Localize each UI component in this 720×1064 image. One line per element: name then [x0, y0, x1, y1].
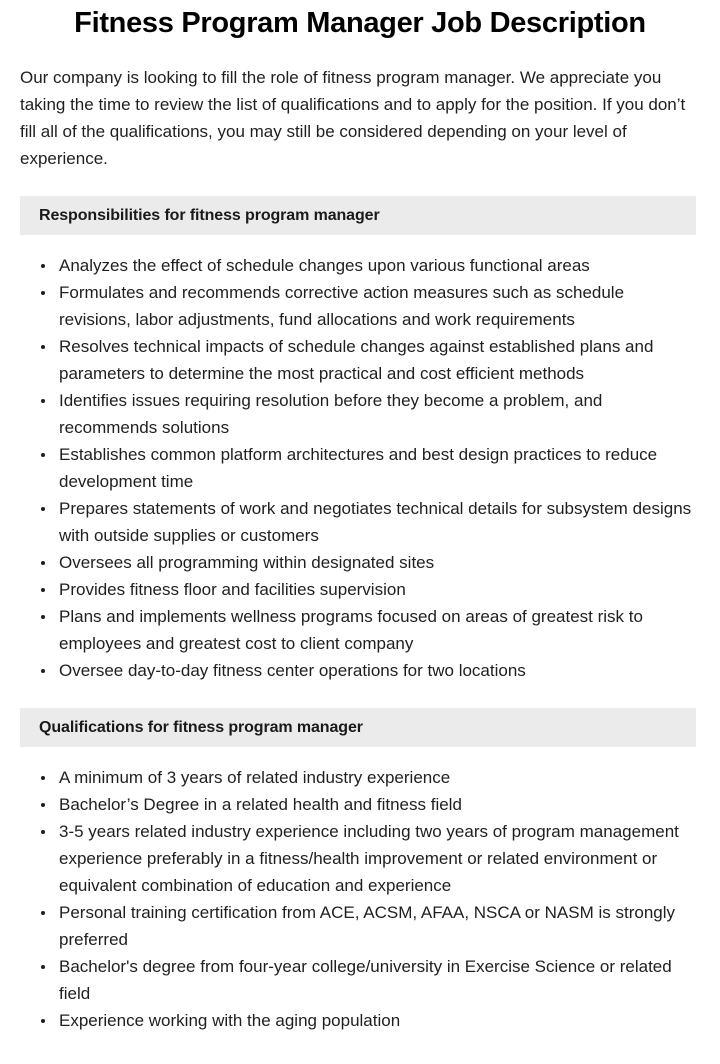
- list-item: Bachelor’s Degree in a related health and fitness field: [0, 791, 696, 818]
- section-header-responsibilities: [20, 196, 696, 235]
- list-item: Provides fitness floor and facilities supervision: [0, 576, 696, 603]
- list-item: Personal training certification from ACE, ACSM, AFAA, NSCA or NASM is strongly preferred: [0, 899, 696, 953]
- list-item: Establishes common platform architectures and best design practices to reduce development time: [0, 441, 696, 495]
- section-heading-label: Qualifications for fitness program manager: [39, 718, 363, 736]
- intro-paragraph: Our company is looking to fill the role of fitness program manager. We appreciate you taking the time to review the list of qualifications and to apply for the position. If you don’t fill all of the qualifications, you may still be considered depending on your level of experience.: [20, 68, 686, 168]
- qualifications-list: [0, 747, 720, 1034]
- list-item: A minimum of 3 years of related industry experience: [0, 764, 696, 791]
- list-item: Oversees all programming within designated sites: [0, 549, 696, 576]
- list-item: Resolves technical impacts of schedule changes against established plans and parameters to determine the most practical and cost efficient methods: [0, 333, 696, 387]
- list-item: Bachelor's degree from four-year college/university in Exercise Science or related field: [0, 953, 696, 1007]
- list-item: Identifies issues requiring resolution before they become a problem, and recommends solutions: [0, 387, 696, 441]
- list-item: Oversee day-to-day fitness center operations for two locations: [0, 657, 696, 684]
- section-header-qualifications: [20, 708, 696, 747]
- list-item: 3-5 years related industry experience including two years of program management experience preferably in a fitness/health improvement or related environment or equivalent combination of education and experience: [0, 818, 696, 899]
- list-item: Formulates and recommends corrective action measures such as schedule revisions, labor adjustments, fund allocations and work requirements: [0, 279, 696, 333]
- section-heading-label: Responsibilities for fitness program manager: [39, 206, 380, 224]
- list-item: Analyzes the effect of schedule changes upon various functional areas: [0, 252, 696, 279]
- list-item: Experience working with the aging population: [0, 1007, 696, 1034]
- page-bottom-spacer: [0, 1034, 720, 1064]
- responsibilities-list: [0, 235, 720, 684]
- list-item: Plans and implements wellness programs focused on areas of greatest risk to employees and greatest cost to client company: [0, 603, 696, 657]
- page-title: Fitness Program Manager Job Description: [74, 7, 646, 39]
- list-item: Prepares statements of work and negotiates technical details for subsystem designs with outside supplies or customers: [0, 495, 696, 549]
